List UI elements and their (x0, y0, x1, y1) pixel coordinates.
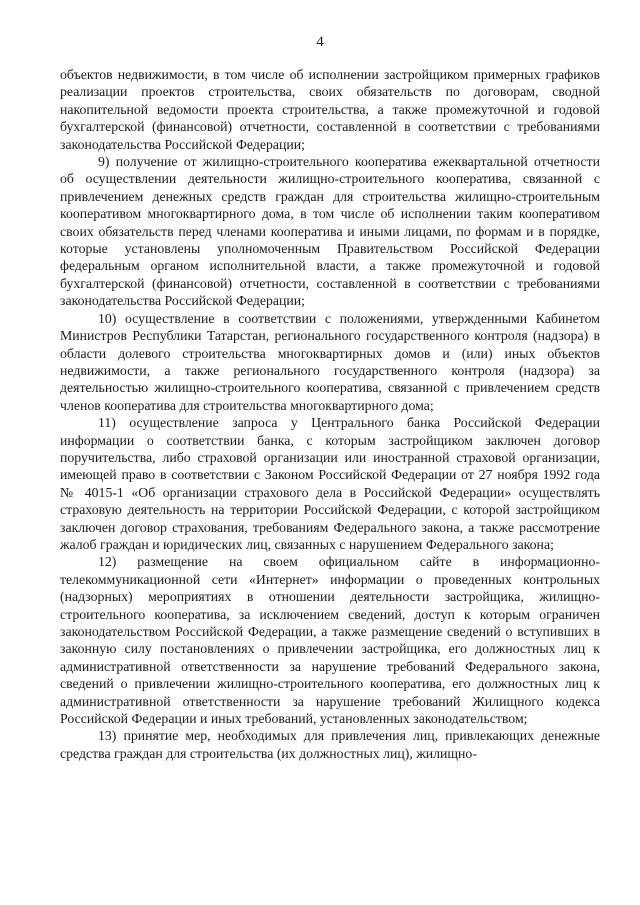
page-number: 4 (316, 34, 324, 50)
paragraph-item-12: 12) размещение на своем официальном сайте в информационно-телекоммуникационной сети «Интернет» информации о проведенных контрольных (надзорных) мероприятиях в отношении деятельности застройщика, жилищно-строительного кооператива, за исключением сведений, доступ к которым ограничен законодательством Российской Федерации, а также размещение сведений о вступивших в законную силу постановлениях о привлечении застройщика, его должностных лиц к административной ответственности за нарушение требований Федерального закона, сведений о привлечении жилищно-строительного кооператива, его должностных лиц к административной ответственности за нарушение требований Жилищного кодекса Российской Федерации и иных требований, установленных законодательством; (60, 554, 600, 727)
paragraph-item-9: 9) получение от жилищно-строительного кооператива ежеквартальной отчетности об осуществлении деятельности жилищно-строительного кооператива, связанной с привлечением денежных средств граждан для строительства жилищно-строительным кооперативом многоквартирного дома, в том числе об исполнении таким кооперативом своих обязательств перед членами кооператива и иными лицами, по формам и в порядке, которые установлены уполномоченным Правительством Российской Федерации федеральным органом исполнительной власти, а также промежуточной и годовой бухгалтерской (финансовой) отчетности, составленной в соответствии с требованиями законодательства Российской Федерации; (60, 154, 600, 309)
paragraph-item-13: 13) принятие мер, необходимых для привлечения лиц, привлекающих денежные средства граждан для строительства (их должностных лиц), жилищно- (60, 728, 600, 761)
paragraph-item-11: 11) осуществление запроса у Центрального банка Российской Федерации информации о соответствии банка, с которым застройщиком заключен договор поручительства, либо страховой организации или иностранной страховой организации, имеющей право в соответствии с Законом Российской Федерации от 27 ноября 1992 года № 4015-1 «Об организации страхового дела в Российской Федерации» осуществлять страховую деятельность на территории Российской Федерации, с которой застройщиком заключен договор страхования, требованиям Федерального закона, а также рассмотрение жалоб граждан и юридических лиц, связанных с нарушением Федерального закона; (60, 415, 600, 552)
paragraph-continuation: объектов недвижимости, в том числе об исполнении застройщиком примерных графиков реализации проектов строительства, своих обязательств по договорам, сводной накопительной ведомости проекта строительства, а также промежуточной и годовой бухгалтерской (финансовой) отчетности, составленной в соответствии с требованиями законодательства Российской Федерации; (60, 67, 600, 152)
document-body (60, 66, 600, 762)
paragraph-item-10: 10) осуществление в соответствии с положениями, утвержденными Кабинетом Министров Республики Татарстан, регионального государственного контроля (надзора) в области долевого строительства многоквартирных домов и (или) иных объектов недвижимости, а также регионального государственного контроля (надзора) за деятельностью жилищно-строительного кооператива, связанной с привлечением средств членов кооператива для строительства многоквартирного дома; (60, 310, 600, 413)
